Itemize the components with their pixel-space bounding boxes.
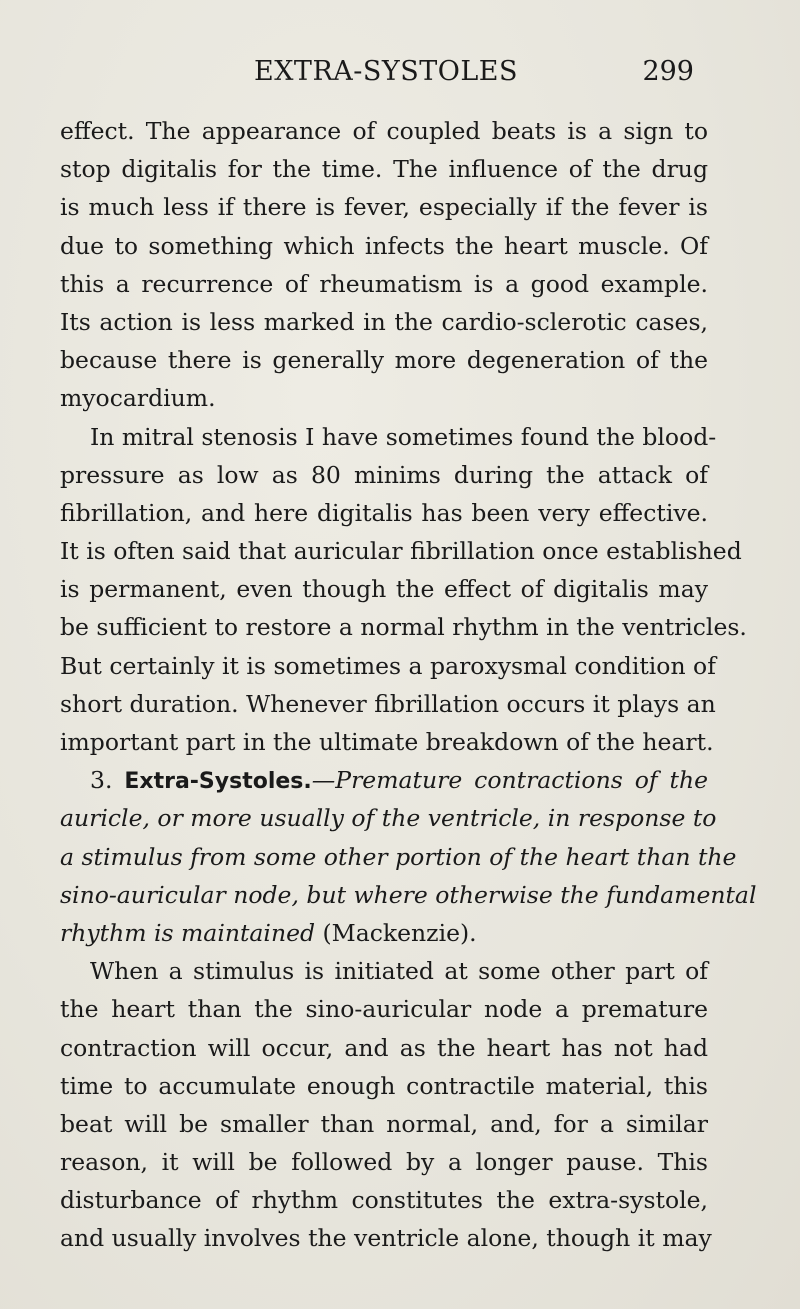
text-line: due to something which infects the heart muscle. Of (60, 231, 708, 260)
citation: (Mackenzie). (315, 918, 477, 947)
text-line: stop digitalis for the time. The influence of the drug (60, 155, 708, 184)
text-line: and usually involves the ventricle alone, though it may (60, 1224, 712, 1253)
text-line: In mitral stenosis I have sometimes found the blood- (90, 422, 717, 451)
text-line: myocardium. (60, 384, 216, 413)
definition-line (60, 914, 708, 952)
text-line: be sufficient to restore a normal rhythm in the ventricles. (60, 613, 747, 642)
text-line: is much less if there is fever, especially if the fever is (60, 193, 708, 222)
text-line: It is often said that auricular fibrillation once established (60, 537, 742, 566)
text-line: pressure as low as 80 minims during the attack of (60, 460, 708, 489)
section-number: 3. (90, 766, 113, 795)
page-header (254, 56, 694, 96)
section-definition: —Premature contractions of the (311, 766, 708, 795)
text-line: is permanent, even though the effect of digitalis may (60, 575, 708, 604)
section-heading: Extra-Systoles. (124, 769, 312, 795)
text-line: Its action is less marked in the cardio-sclerotic cases, (60, 307, 708, 336)
text-line: reason, it will be followed by a longer pause. This (60, 1148, 708, 1177)
text-line: time to accumulate enough contractile material, this (60, 1071, 708, 1100)
text-line: short duration. Whenever fibrillation occurs it plays an (60, 689, 716, 718)
text-line: important part in the ultimate breakdown of the heart. (60, 728, 714, 756)
definition-line: sino-auricular node, but where otherwise the fundamental (60, 880, 757, 909)
text-line: this a recurrence of rheumatism is a good example. (60, 269, 708, 298)
text-line: the heart than the sino-auricular node a premature (60, 995, 708, 1024)
text-line: because there is generally more degeneration of the (60, 346, 708, 375)
text-line: But certainly it is sometimes a paroxysmal condition of (60, 651, 716, 680)
text-line: fibrillation, and here digitalis has been very effective. (60, 498, 708, 527)
text-line: beat will be smaller than normal, and, for a similar (60, 1109, 708, 1138)
text-line: contraction will occur, and as the heart has not had (60, 1033, 708, 1062)
body-text (60, 112, 757, 1258)
definition-end: rhythm is maintained (60, 918, 316, 947)
definition-line: a stimulus from some other portion of the heart than the (60, 842, 737, 871)
page-number: 299 (642, 56, 694, 87)
text-line: disturbance of rhythm constitutes the extra-systole, (60, 1186, 708, 1215)
running-head: EXTRA-SYSTOLES (254, 56, 518, 87)
definition-line: auricle, or more usually of the ventricle, in response to (60, 804, 717, 833)
text-line: When a stimulus is initiated at some other part of (90, 957, 708, 986)
text-line: effect. The appearance of coupled beats is a sign to (60, 117, 708, 145)
section-heading-line (60, 761, 708, 799)
